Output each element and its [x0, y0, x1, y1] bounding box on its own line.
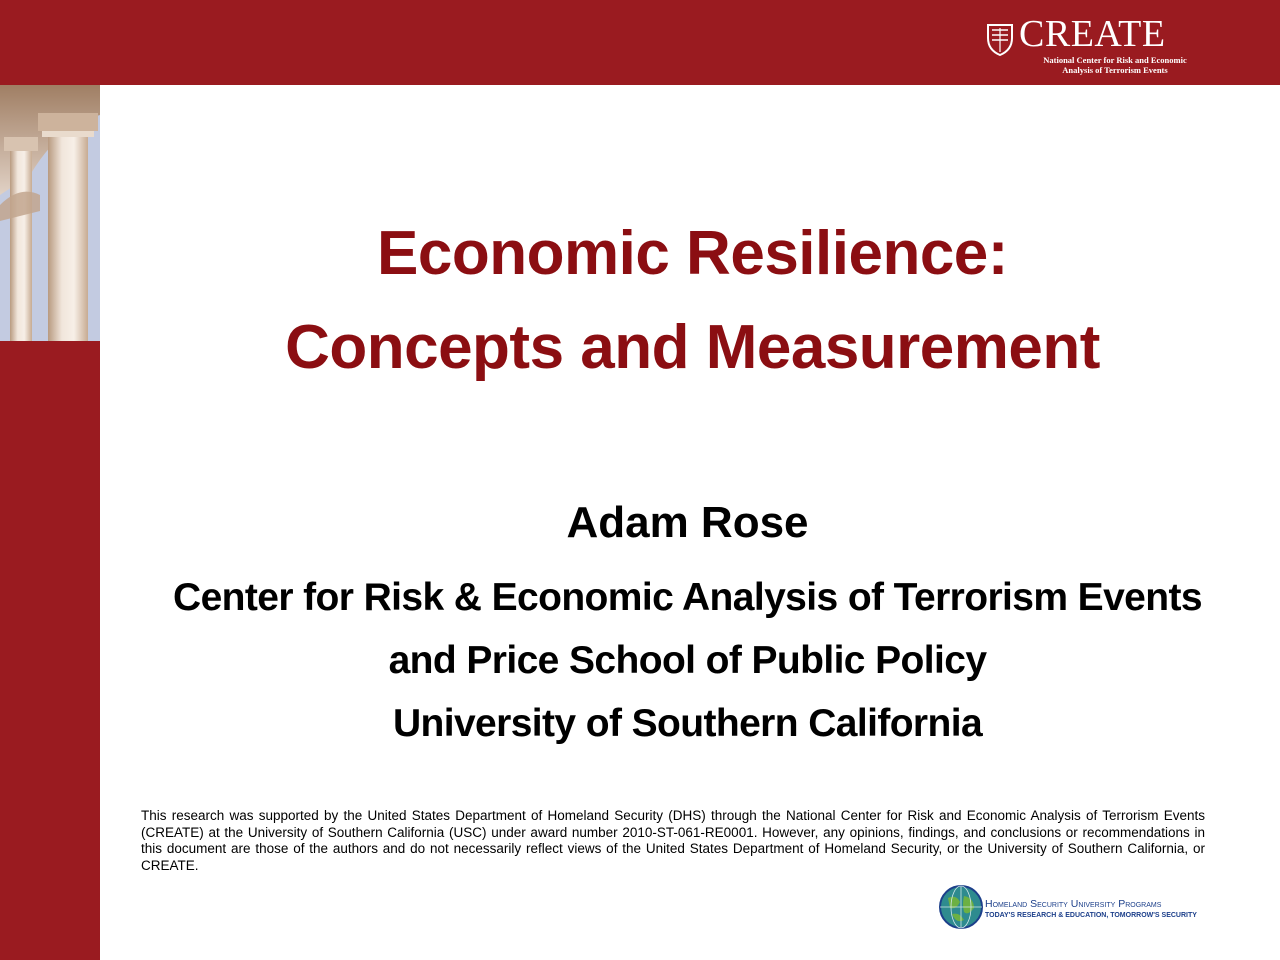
hsup-title: Homeland Security University Programs [985, 898, 1162, 910]
globe-icon [938, 884, 984, 930]
create-subtitle-line1: National Center for Risk and Economic [1043, 55, 1187, 65]
hsup-tagline: TODAY'S RESEARCH & EDUCATION, TOMORROW'S SECURITY [985, 912, 1197, 919]
author-name: Adam Rose [566, 498, 809, 547]
shield-seal-icon [985, 22, 1015, 56]
funding-disclaimer: This research was supported by the United States Department of Homeland Security (DHS) through the National Center for Risk and Economic Analysis of Terrorism Events (CREATE) at the University of Southern California (USC) under award number 2010-ST-061-RE0001. However, any opinions, findings, and conclusions or recommendations in this document are those of the authors and do not necessarily reflect views of the United States Department of Homeland Security, or the University of Southern California, or CREATE. [141, 808, 1205, 873]
hsup-logo [938, 884, 1200, 932]
columns-photo [0, 85, 100, 341]
affiliation-line1: Center for Risk & Economic Analysis of Terrorism Events [173, 576, 1202, 619]
slide-title-line1: Economic Resilience: [377, 219, 1008, 288]
create-logo [985, 13, 1200, 76]
affiliation-line3: University of Southern California [392, 702, 983, 745]
create-subtitle-line2: Analysis of Terrorism Events [1062, 65, 1168, 75]
affiliation-line2: and Price School of Public Policy [388, 639, 987, 682]
slide-title-line2: Concepts and Measurement [285, 313, 1100, 382]
create-wordmark: CREATE [1019, 13, 1166, 55]
